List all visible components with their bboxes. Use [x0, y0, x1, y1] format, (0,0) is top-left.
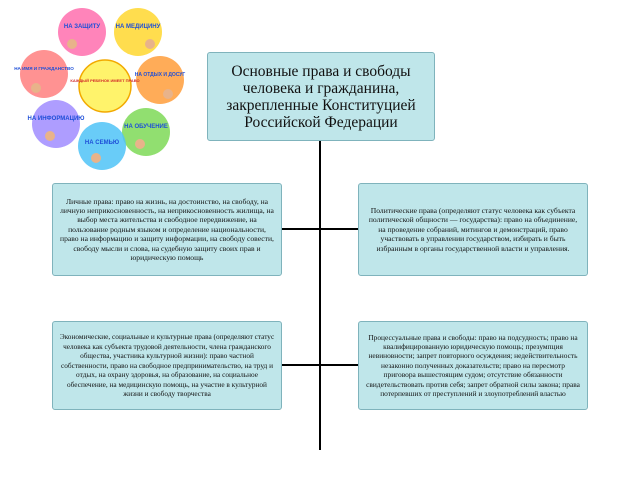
- petal-leisure: [136, 56, 184, 104]
- petal-name-citizenship: [20, 50, 68, 98]
- petal-label-information: НА ИНФОРМАЦИЮ: [27, 116, 85, 122]
- petal-information: [32, 100, 80, 148]
- economic-rights-text: Экономические, социальные и культурные права (определяют статус человека как субъекта трудовой деятельности, члена гражданского общества, участника культурной жизни): право частной собственности, право на свободное предпринимательство, на труд и отдых, на охрану здоровья, на образование, на социальное обеспечение, на медицинскую помощь, на участие в культурной жизни и свободу творчества: [59, 331, 275, 399]
- petal-label-protection: НА ЗАЩИТУ: [63, 24, 101, 30]
- diagram-title: Основные права и свободы человека и гражданина, закрепленные Конституцией Российской Федерации: [226, 62, 416, 131]
- personal-rights-text: Личные права: право на жизнь, на достоинство, на свободу, на личную неприкосновенность, на неприкосновенность жилища, на выбор места жительства и свободное передвижение, на пользование родным языком и определение национальности, право на информацию и защиту информации, на свободу совести, свободу мысли и слова, на судебную защиту своих прав и юридическую помощь: [60, 196, 274, 263]
- petal-label-medicine: НА МЕДИЦИНУ: [115, 24, 161, 30]
- political-rights-box: [358, 183, 588, 276]
- petal-label-education: НА ОБУЧЕНИЕ: [124, 124, 168, 130]
- personal-rights-box: [52, 183, 282, 276]
- political-rights-text: Политические права (определяют статус человека как субъекта политической общности — государства): право на объединение, на проведение собраний, митингов и демонстраций, право участвовать в управлении государством, избирать и быть избранным в органы государственной власти и управления.: [368, 205, 578, 253]
- flower-center-label: [70, 78, 139, 83]
- procedural-rights-box: [358, 321, 588, 410]
- petal-medicine: [114, 8, 162, 56]
- economic-rights-box: [52, 321, 282, 410]
- petal-education: [122, 108, 170, 156]
- petal-label-leisure: НА ОТДЫХ И ДОСУГ: [134, 72, 186, 78]
- flower-center: [79, 60, 131, 112]
- petal-label-name-citizenship: НА ИМЯ И ГРАЖДАНСТВО: [14, 66, 74, 71]
- petal-label-family: НА СЕМЬЮ: [84, 140, 120, 146]
- petal-family: [78, 122, 126, 170]
- procedural-rights-text: Процессуальные права и свободы: право на подсудность; право на квалифицированную юридическую помощь; презумпция невиновности; запрет повторного осуждения; недействительность незаконно полученных доказательств; право на пересмотр приговора вышестоящим судом; отсутствие обязанности свидетельствовать против себя; запрет обратной силы закона; права потерпевших от преступлений и злоупотреблений властью: [366, 332, 580, 399]
- petal-protection: [58, 8, 106, 56]
- child-rights-flower: [10, 4, 210, 174]
- diagram-title-box: [207, 52, 435, 141]
- flower-center-text: КАЖДЫЙ РЕБЕНОК ИМЕЕТ ПРАВО: [70, 78, 140, 83]
